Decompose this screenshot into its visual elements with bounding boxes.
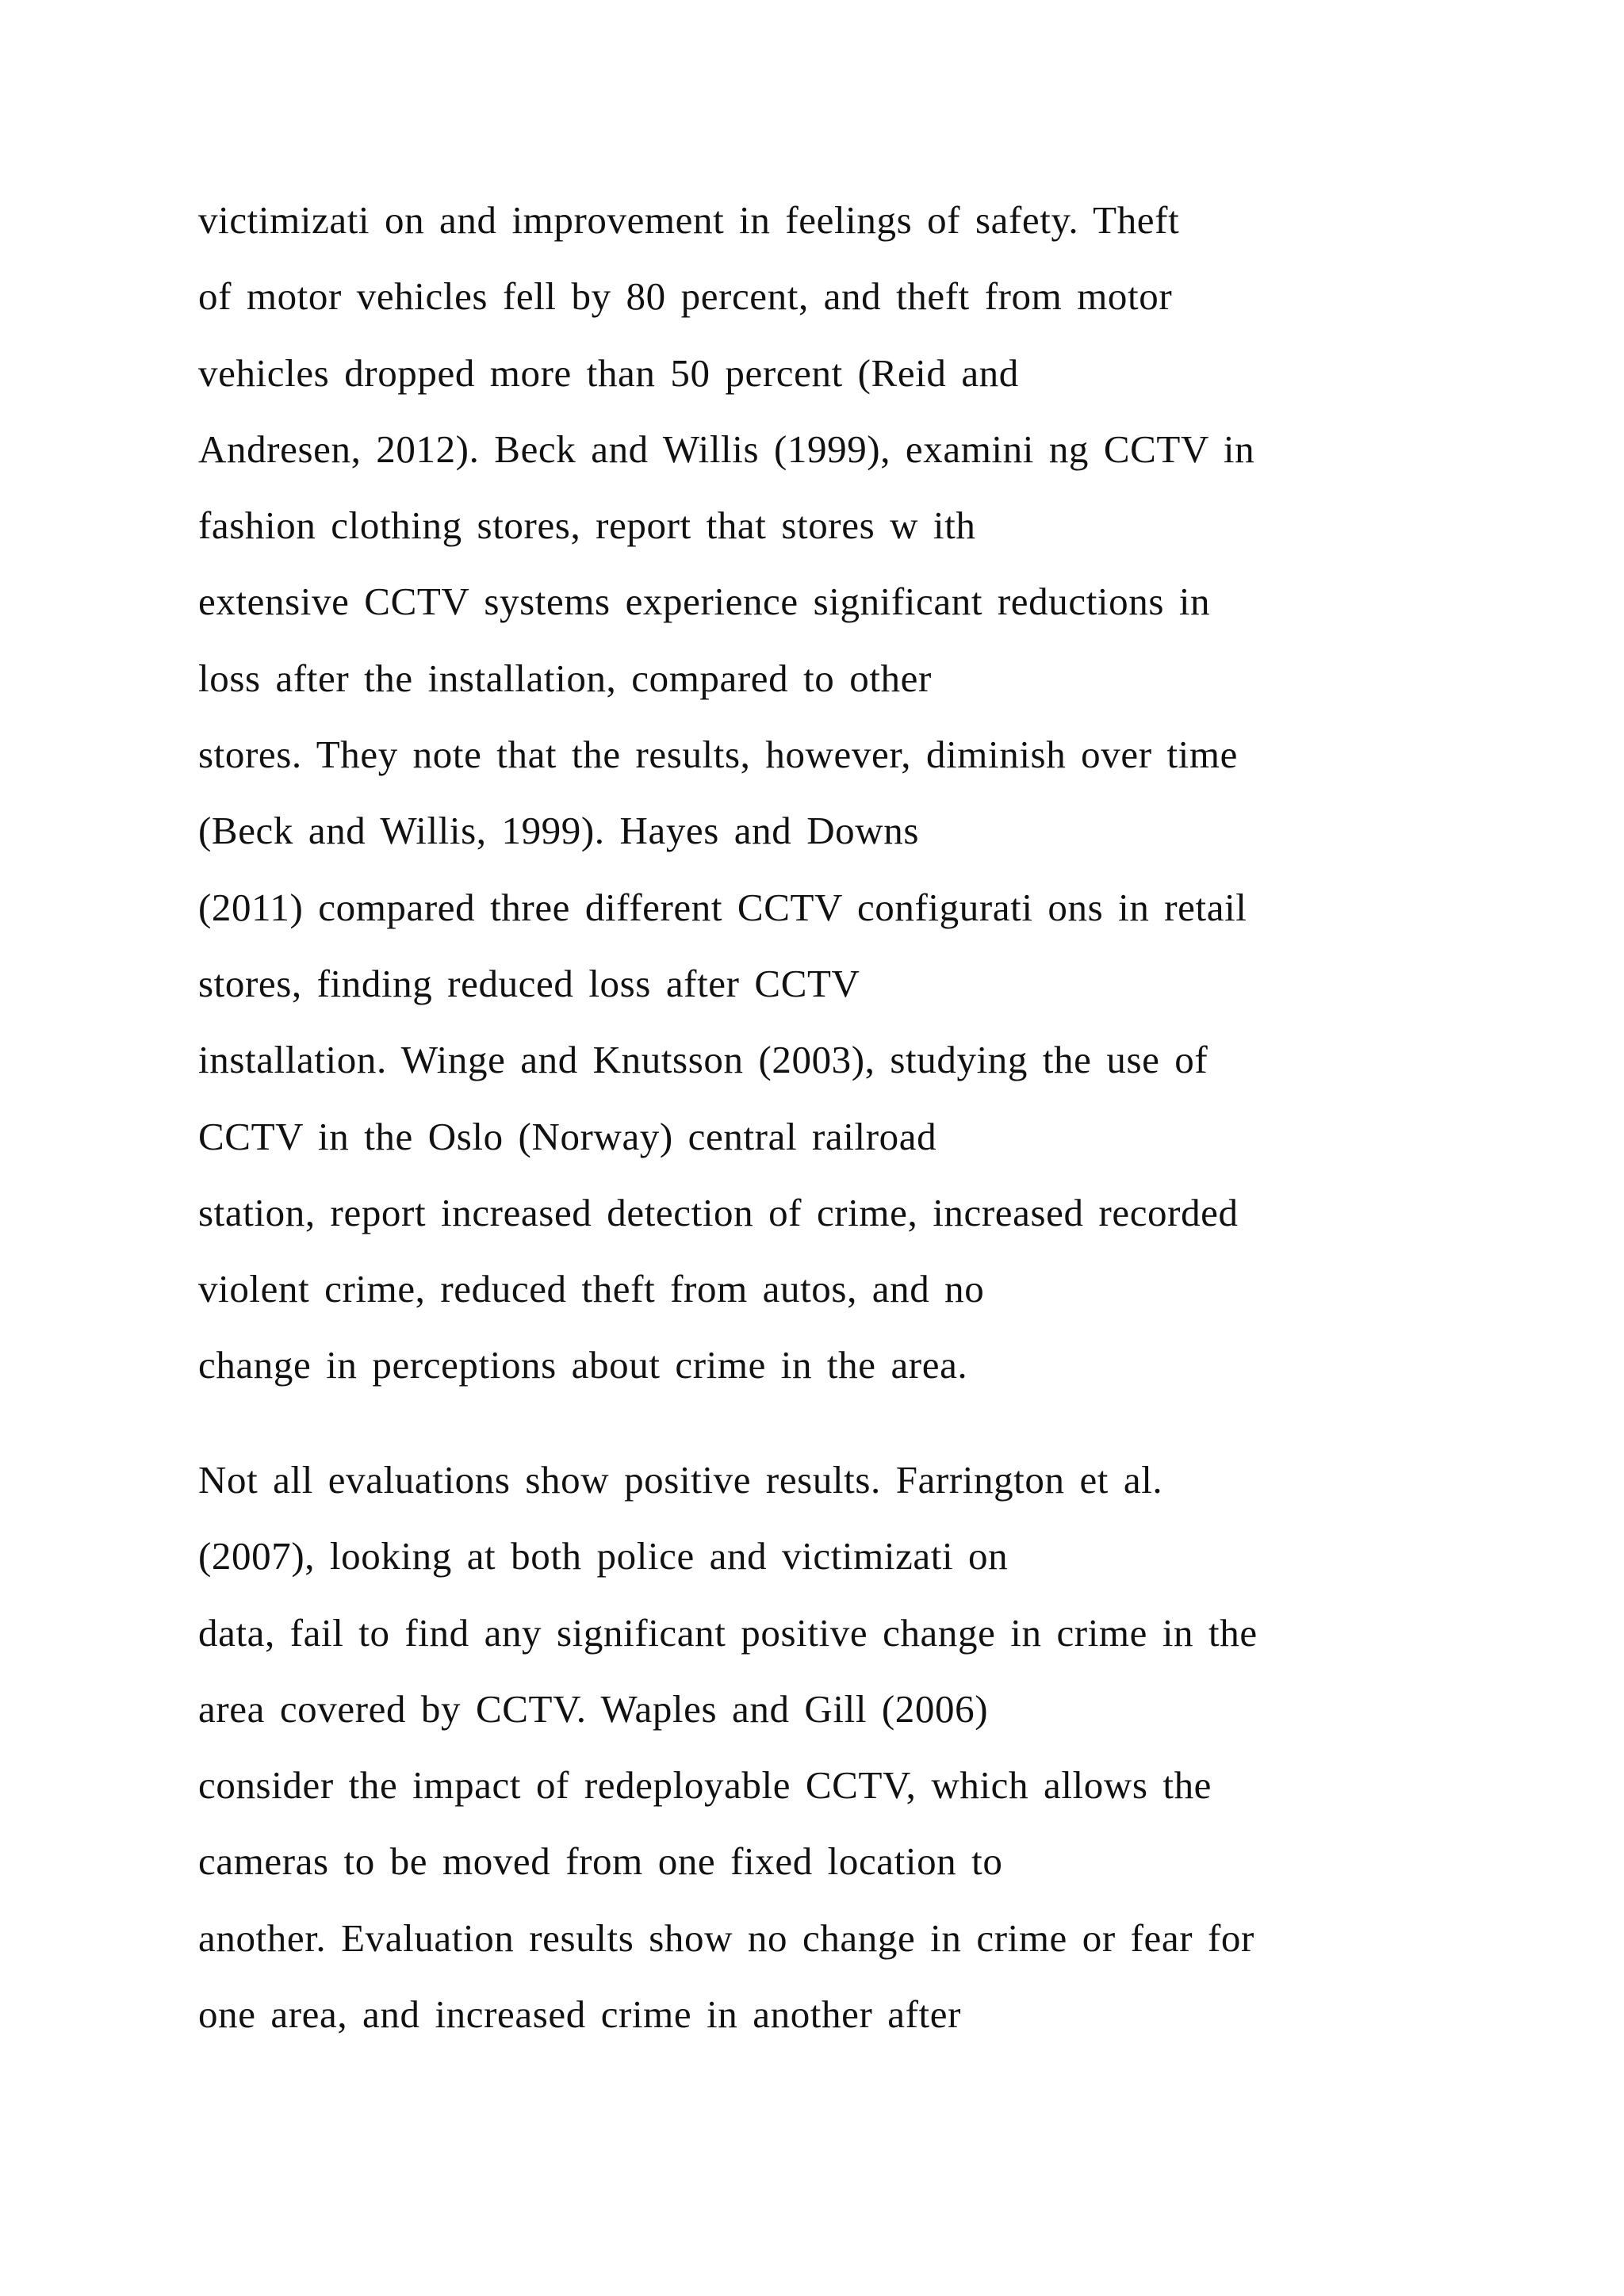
text-line: loss after the installation, compared to other [198,656,932,700]
text-line: another. Evaluation results show no change in crime or fear for [198,1915,1254,1960]
text-line: (2011) compared three different CCTV configurati ons in retail [198,885,1247,929]
text-line: CCTV in the Oslo (Norway) central railroad [198,1114,937,1158]
text-line: stores, finding reduced loss after CCTV [198,961,860,1005]
text-line: violent crime, reduced theft from autos, and no [198,1267,985,1311]
text-line: stores. They note that the results, however, diminish over time [198,733,1238,777]
text-line: (Beck and Willis, 1999). Hayes and Downs [198,809,920,853]
text-line: extensive CCTV systems experience significant reductions in [198,580,1211,624]
paragraph-cctv-evaluations-positive [198,190,1507,1412]
text-line: fashion clothing stores, report that stores w ith [198,503,976,548]
text-line: area covered by CCTV. Waples and Gill (2006) [198,1686,989,1731]
text-line: vehicles dropped more than 50 percent (Reid and [198,350,1019,395]
text-line: victimizati on and improvement in feelings of safety. Theft [198,198,1180,242]
text-line: Andresen, 2012). Beck and Willis (1999), examini ng CCTV in [198,427,1255,471]
text-line: change in perceptions about crime in the area. [198,1343,968,1387]
text-line: installation. Winge and Knutsson (2003), studying the use of [198,1038,1208,1082]
text-line: of motor vehicles fell by 80 percent, and theft from motor [198,274,1173,319]
text-line: data, fail to find any significant positive change in crime in the [198,1610,1258,1655]
text-line: (2007), looking at both police and victimizati on [198,1534,1009,1578]
text-line: station, report increased detection of crime, increased recorded [198,1190,1239,1234]
text-line: consider the impact of redeployable CCTV, which allows the [198,1763,1212,1808]
text-line: Not all evaluations show positive results. Farrington et al. [198,1458,1163,1502]
text-line: cameras to be moved from one fixed location to [198,1839,1003,1884]
paragraph-cctv-evaluations-negative [198,1450,1507,2061]
text-line: one area, and increased crime in another after [198,1992,961,2037]
